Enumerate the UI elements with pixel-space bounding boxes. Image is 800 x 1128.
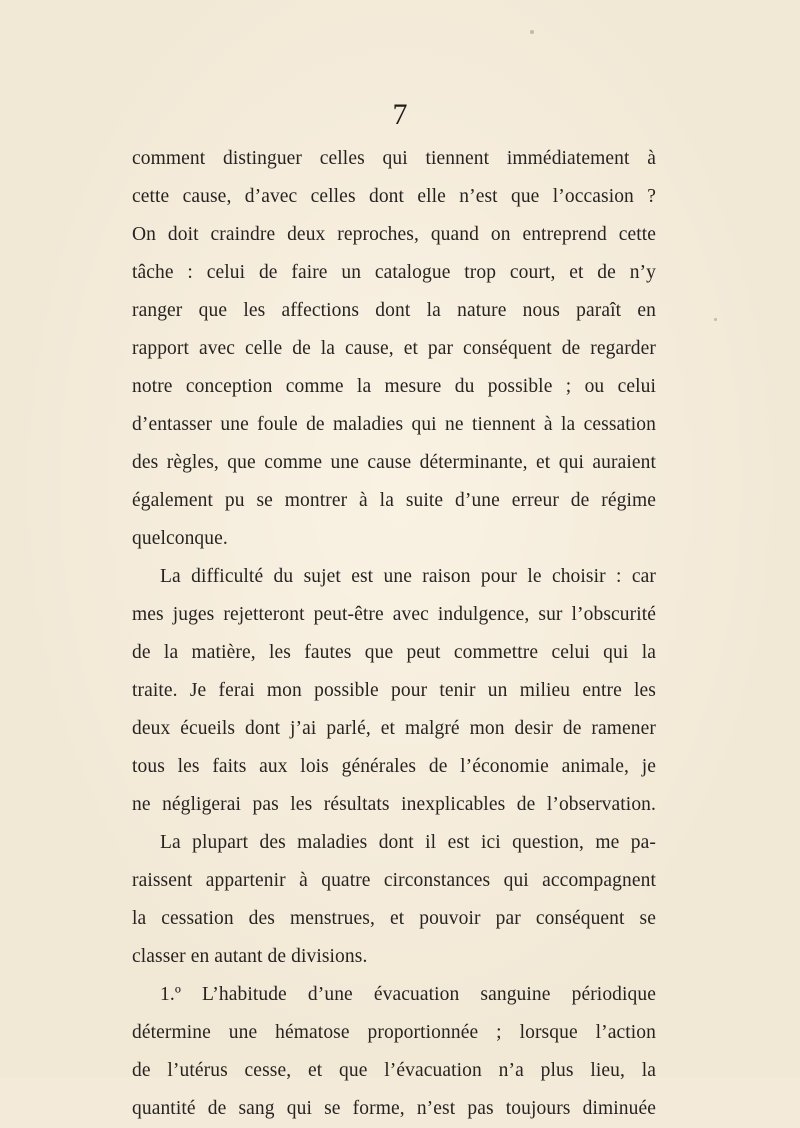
text-line: raissent appartenir à quatre circonstances qui accompagnent	[132, 870, 656, 891]
text-line: notre conception comme la mesure du possible ; ou celui	[132, 376, 656, 397]
text-line: cette cause, d’avec celles dont elle n’est que l’occasion ?	[132, 186, 656, 207]
text-line: comment distinguer celles qui tiennent immédiatement à	[132, 148, 656, 169]
text-line: classer en autant de divisions.	[132, 946, 368, 967]
text-line: de l’utérus cesse, et que l’évacuation n’a plus lieu, la	[132, 1060, 656, 1081]
text-line: mes juges rejetteront peut-être avec indulgence, sur l’obscurité	[132, 604, 656, 625]
text-line: détermine une hématose proportionnée ; lorsque l’action	[132, 1022, 656, 1043]
text-line: La difficulté du sujet est une raison pour le choisir : car	[160, 566, 656, 587]
text-line: tous les faits aux lois générales de l’économie animale, je	[132, 756, 656, 777]
text-line: de la matière, les fautes que peut commettre celui qui la	[132, 642, 656, 663]
text-line: traite. Je ferai mon possible pour tenir un milieu entre les	[132, 680, 656, 701]
text-line: La plupart des maladies dont il est ici question, me pa-	[160, 832, 656, 853]
text-line: On doit craindre deux reproches, quand on entreprend cette	[132, 224, 656, 245]
text-line: des règles, que comme une cause déterminante, et qui auraient	[132, 452, 656, 473]
text-line: 1.º L’habitude d’une évacuation sanguine périodique	[160, 984, 656, 1005]
text-line: ne négligerai pas les résultats inexplicables de l’observation.	[132, 794, 656, 815]
page-number: 7	[392, 98, 408, 131]
text-line: également pu se montrer à la suite d’une erreur de régime	[132, 490, 656, 511]
paper-speck	[714, 318, 717, 321]
text-line: rapport avec celle de la cause, et par conséquent de regarder	[132, 338, 656, 359]
text-line: quelconque.	[132, 528, 228, 549]
text-line: deux écueils dont j’ai parlé, et malgré mon desir de ramener	[132, 718, 656, 739]
text-line: d’entasser une foule de maladies qui ne tiennent à la cessation	[132, 414, 656, 435]
paper-speck	[530, 30, 534, 34]
text-line: ranger que les affections dont la nature nous paraît en	[132, 300, 656, 321]
text-line: quantité de sang qui se forme, n’est pas toujours diminuée	[132, 1098, 656, 1119]
text-line: la cessation des menstrues, et pouvoir par conséquent se	[132, 908, 656, 929]
text-line: tâche : celui de faire un catalogue trop court, et de n’y	[132, 262, 656, 283]
